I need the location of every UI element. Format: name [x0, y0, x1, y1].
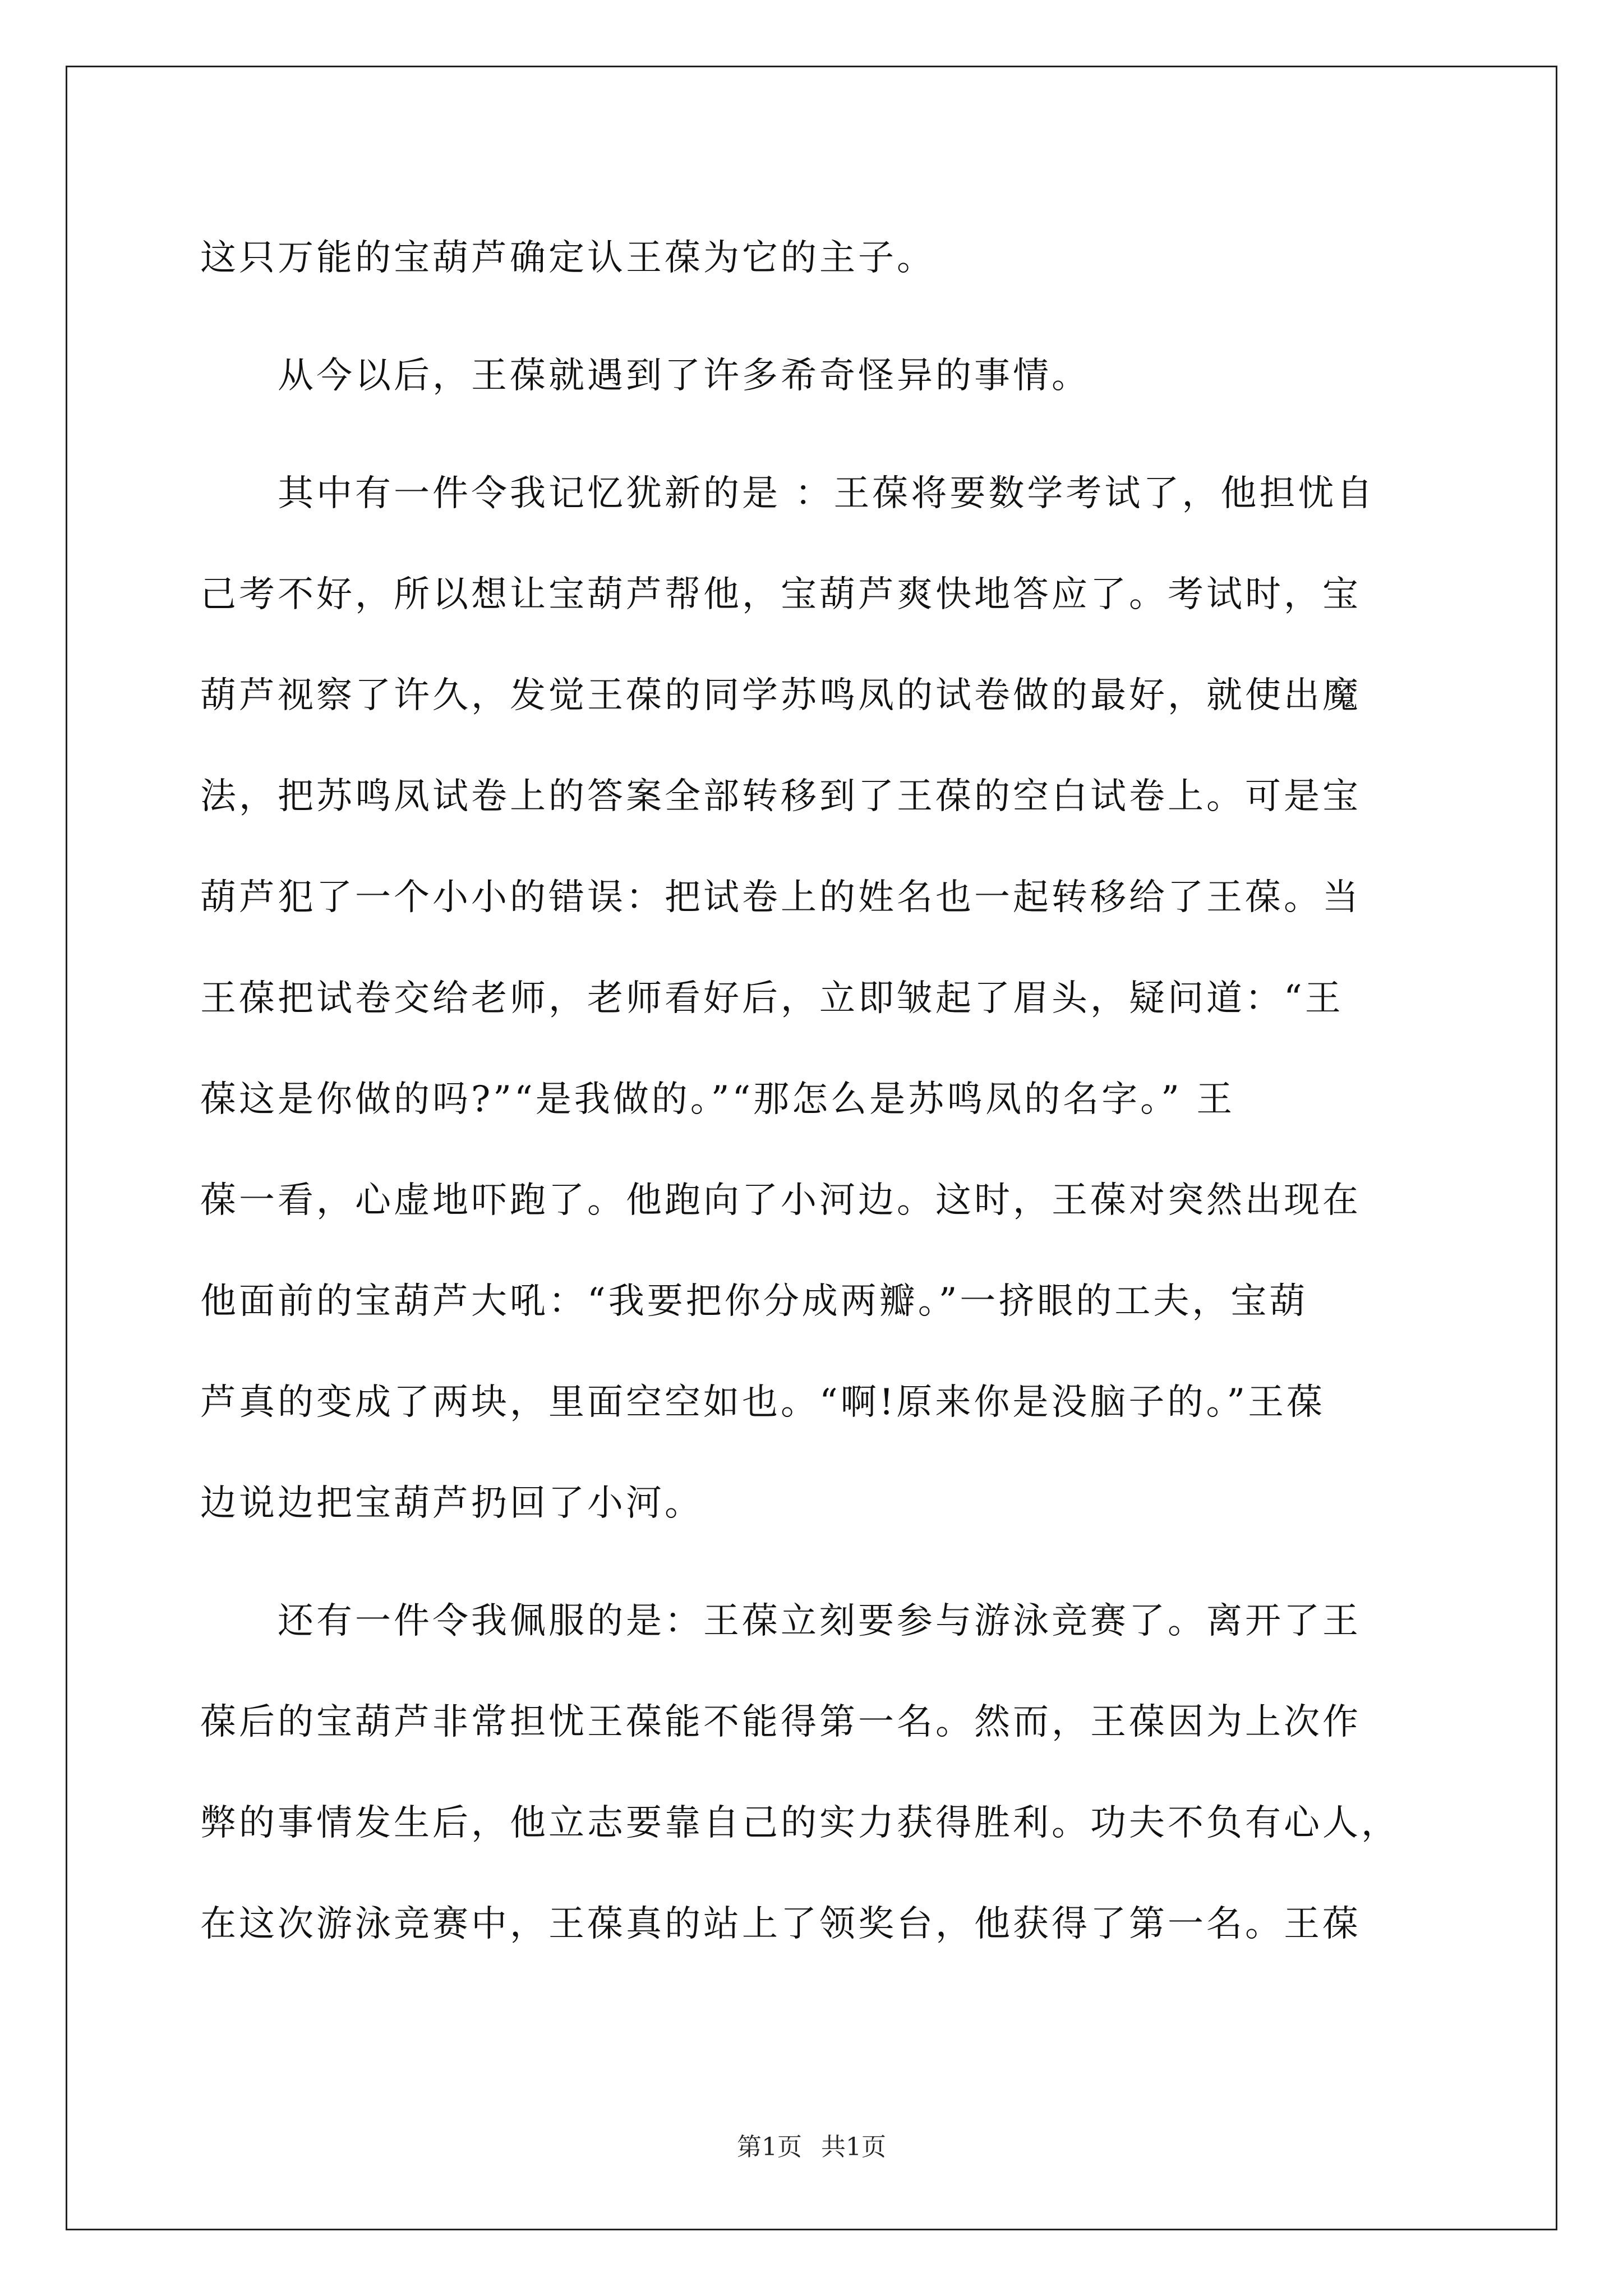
text-line: 法，把苏鸣凤试卷上的答案全部转移到了王葆的空白试卷上。可是宝: [200, 776, 1361, 817]
page-total: 共1页: [821, 2133, 886, 2161]
paragraph: [200, 443, 1434, 1554]
text-line: 芦真的变成了两块，里面空空如也。“啊!原来你是没脑子的。”王葆: [200, 1382, 1326, 1423]
text-line: 葆这是你做的吗?”“是我做的。”“那怎么是苏鸣凤的名字。” 王: [200, 1079, 1235, 1120]
paragraph: [200, 325, 1434, 426]
text-line: 己考不好，所以想让宝葫芦帮他，宝葫芦爽快地答应了。考试时，宝: [200, 574, 1361, 615]
text-line: 葫芦犯了一个小小的错误：把试卷上的姓名也一起转移给了王葆。当: [200, 877, 1361, 918]
text-line: 王葆把试卷交给老师，老师看好后，立即皱起了眉头，疑问道：“王: [200, 978, 1344, 1019]
paragraph: [200, 208, 1434, 309]
text-line: 其中有一件令我记忆犹新的是 ：王葆将要数学考试了，他担忧自: [200, 473, 1376, 514]
text-line: 葆一看，心虚地吓跑了。他跑向了小河边。这时，王葆对突然出现在: [200, 1180, 1361, 1221]
text-line: 这只万能的宝葫芦确定认王葆为它的主子。: [200, 237, 935, 279]
text-line: 他面前的宝葫芦大吼：“我要把你分成两瓣。”一挤眼的工夫，宝葫: [200, 1281, 1308, 1322]
paragraph: [200, 1571, 1434, 1975]
text-line: 边说边把宝葫芦扔回了小河。: [200, 1483, 703, 1524]
page-footer: [0, 2131, 1623, 2164]
document-body: [200, 208, 1434, 1975]
text-line: 弊的事情发生后，他立志要靠自己的实力获得胜利。功夫不负有心人，: [200, 1802, 1400, 1844]
text-line: 在这次游泳竞赛中，王葆真的站上了领奖台，他获得了第一名。王葆: [200, 1903, 1361, 1945]
page-number: 第1页: [737, 2133, 802, 2161]
text-line: 葆后的宝葫芦非常担忧王葆能不能得第一名。然而，王葆因为上次作: [200, 1701, 1361, 1743]
text-line: 从今以后，王葆就遇到了许多希奇怪异的事情。: [200, 355, 1090, 397]
text-line: 葫芦视察了许久，发觉王葆的同学苏鸣凤的试卷做的最好，就使出魔: [200, 675, 1361, 716]
text-line: 还有一件令我佩服的是：王葆立刻要参与游泳竞赛了。离开了王: [200, 1600, 1361, 1642]
